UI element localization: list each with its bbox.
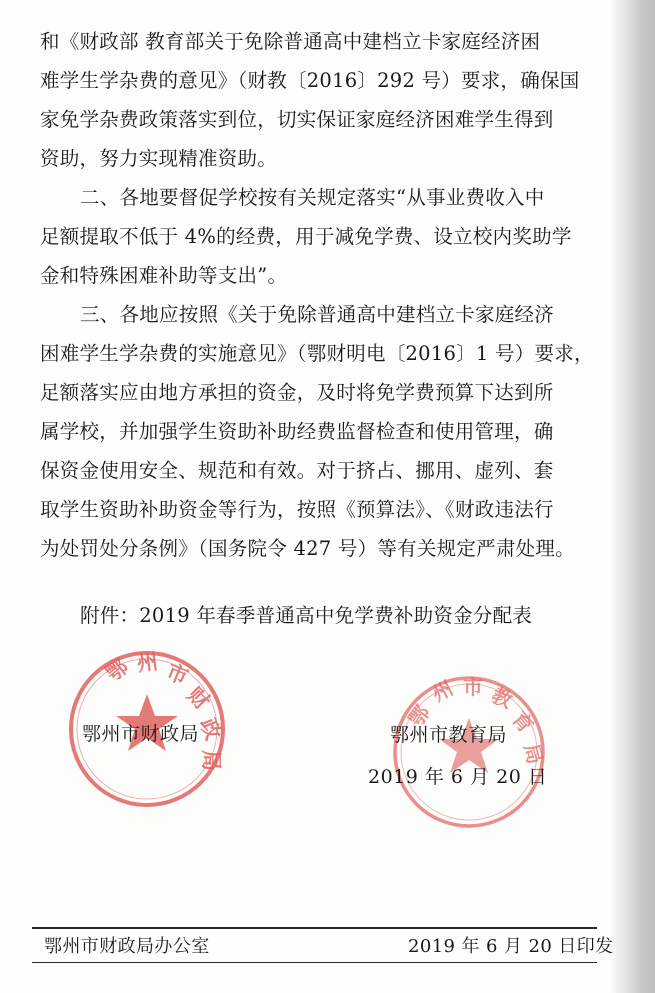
section-two-start: 二、各地要督促学校按有关规定落实“从事业费收入中 — [80, 186, 545, 209]
body-line: 难学生学杂费的意见》（财教〔2016〕292 号）要求，确保国 — [40, 69, 580, 92]
education-bureau-seal — [389, 672, 549, 832]
footer-top-rule — [32, 927, 597, 929]
svg-text:政: 政 — [195, 714, 226, 744]
body-line: 资助，努力实现精准资助。 — [40, 147, 278, 170]
svg-text:局: 局 — [519, 741, 548, 767]
document-body — [40, 22, 600, 568]
svg-text:鄂: 鄂 — [403, 700, 435, 731]
svg-text:州: 州 — [428, 675, 458, 707]
body-line: 保资金使用安全、规范和有效。对于挤占、挪用、虚列、套 — [40, 459, 554, 482]
attachment-note: 附件：2019 年春季普通高中免学费补助资金分配表 — [80, 604, 533, 627]
svg-text:局: 局 — [199, 750, 223, 771]
svg-text:育: 育 — [507, 706, 539, 738]
body-line: 为处罚处分条例》（国务院令 427 号）等有关规定严肃处理。 — [40, 537, 575, 560]
body-line: 和《财政部 教育部关于免除普通高中建档立卡家庭经济困 — [40, 30, 541, 53]
body-line: 金和特殊困难补助等支出”。 — [40, 264, 288, 287]
body-line: 足额提取不低于 4%的经费，用于减免学费、设立校内奖助学 — [40, 225, 572, 248]
body-line: 家免学杂费政策落实到位，切实保证家庭经济困难学生得到 — [40, 108, 554, 131]
svg-text:市: 市 — [463, 675, 483, 699]
signature-date: 2019 年 6 月 20 日 — [368, 766, 548, 788]
svg-text:州: 州 — [135, 649, 160, 676]
footer-bottom-rule — [32, 962, 597, 963]
footer-issuer: 鄂州市财政局办公室 — [44, 936, 210, 957]
body-line: 困难学生学杂费的实施意见》（鄂财明电〔2016〕1 号）要求， — [40, 342, 594, 365]
signature-finance-bureau: 鄂州市财政局 — [82, 723, 200, 745]
body-line: 取学生资助补助资金等行为，按照《预算法》、《财政违法行 — [40, 498, 554, 521]
signature-education-bureau: 鄂州市教育局 — [390, 724, 508, 746]
section-three-start: 三、各地应按照《关于免除普通高中建档立卡家庭经济 — [80, 303, 555, 326]
footer-print-date: 2019 年 6 月 20 日印发 — [408, 936, 614, 957]
svg-text:财: 财 — [182, 682, 215, 715]
svg-text:教: 教 — [487, 682, 517, 713]
svg-text:市: 市 — [163, 659, 192, 690]
body-line: 属学校，并加强学生资助补助经费监督检查和使用管理，确 — [40, 420, 554, 443]
body-line: 足额落实应由地方承担的资金，及时将免学费预算下达到所 — [40, 381, 554, 404]
scan-edge-shadow — [609, 0, 655, 993]
svg-text:鄂: 鄂 — [101, 654, 133, 686]
